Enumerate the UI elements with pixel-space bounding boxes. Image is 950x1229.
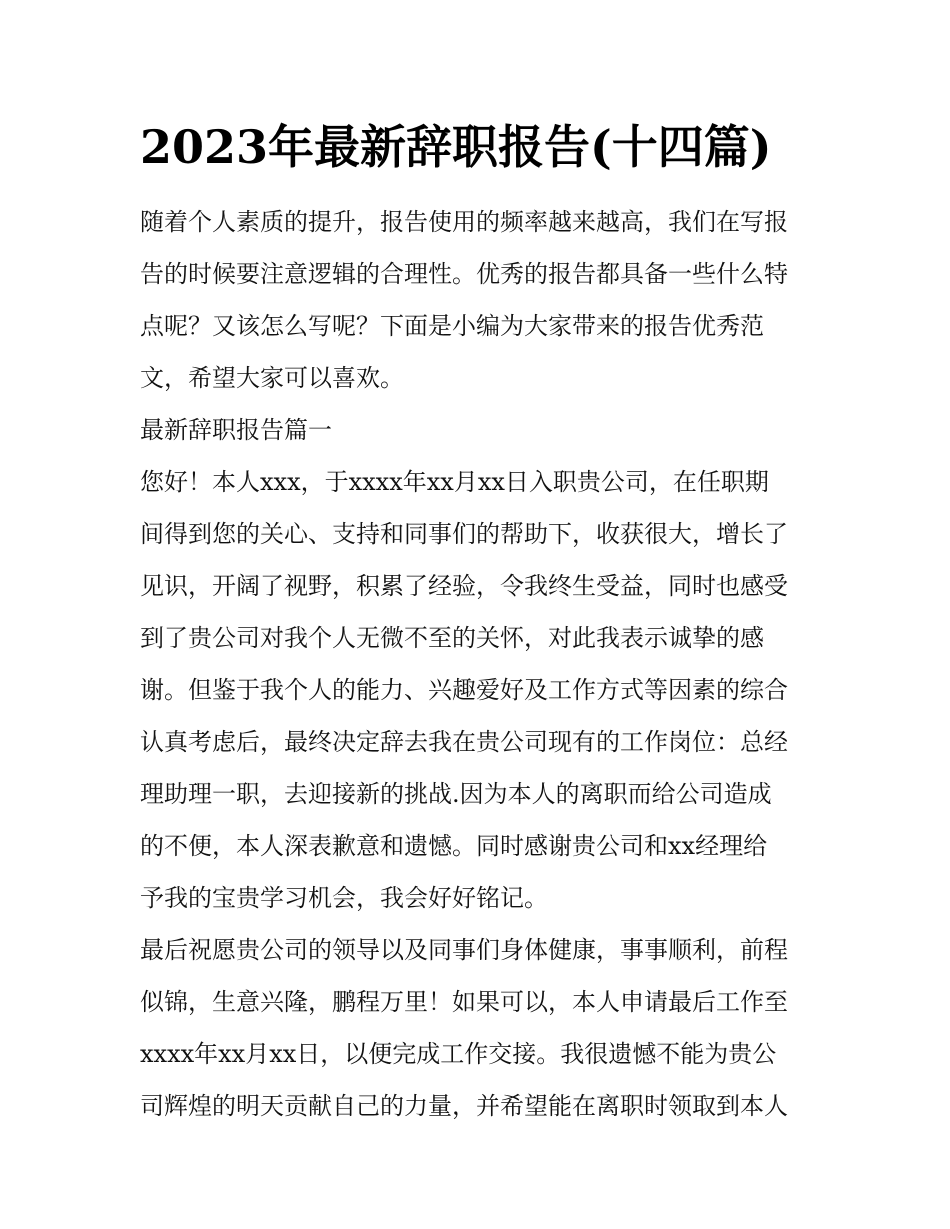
text-line: 认真考虑后，最终决定辞去我在贵公司现有的工作岗位：总经 <box>140 728 788 756</box>
text-line: 文，希望大家可以喜欢。 <box>140 364 404 392</box>
text-line: 的不便，本人深表歉意和遗憾。同时感谢贵公司和xx经理给 <box>140 832 768 860</box>
text-line: 您好！本人xxx，于xxxx年xx月xx日入职贵公司，在任职期 <box>140 468 769 496</box>
text-line: 随着个人素质的提升，报告使用的频率越来越高，我们在写报 <box>140 208 788 236</box>
text-line: 谢。但鉴于我个人的能力、兴趣爱好及工作方式等因素的综合 <box>140 676 788 704</box>
text-line: 司辉煌的明天贡献自己的力量，并希望能在离职时领取到本人 <box>140 1092 788 1120</box>
text-line: 予我的宝贵学习机会，我会好好铭记。 <box>140 884 548 912</box>
text-line: 告的时候要注意逻辑的合理性。优秀的报告都具备一些什么特 <box>140 260 788 288</box>
document-body <box>140 196 820 1132</box>
text-line: 间得到您的关心、支持和同事们的帮助下，收获很大，增长了 <box>140 520 788 548</box>
text-line: 见识，开阔了视野，积累了经验，令我终生受益，同时也感受 <box>140 572 788 600</box>
text-line: xxxx年xx月xx日，以便完成工作交接。我很遗憾不能为贵公 <box>140 1040 777 1068</box>
text-line: 最后祝愿贵公司的领导以及同事们身体健康，事事顺利，前程 <box>140 936 788 964</box>
document-title: 2023年最新辞职报告(十四篇) <box>140 120 772 174</box>
text-line: 似锦，生意兴隆，鹏程万里！如果可以，本人申请最后工作至 <box>140 988 788 1016</box>
text-line: 理助理一职，去迎接新的挑战.因为本人的离职而给公司造成 <box>140 780 772 808</box>
text-line: 到了贵公司对我个人无微不至的关怀，对此我表示诚挚的感 <box>140 624 764 652</box>
section-heading: 最新辞职报告篇一 <box>140 416 332 444</box>
text-line: 点呢？又该怎么写呢？下面是小编为大家带来的报告优秀范 <box>140 312 764 340</box>
